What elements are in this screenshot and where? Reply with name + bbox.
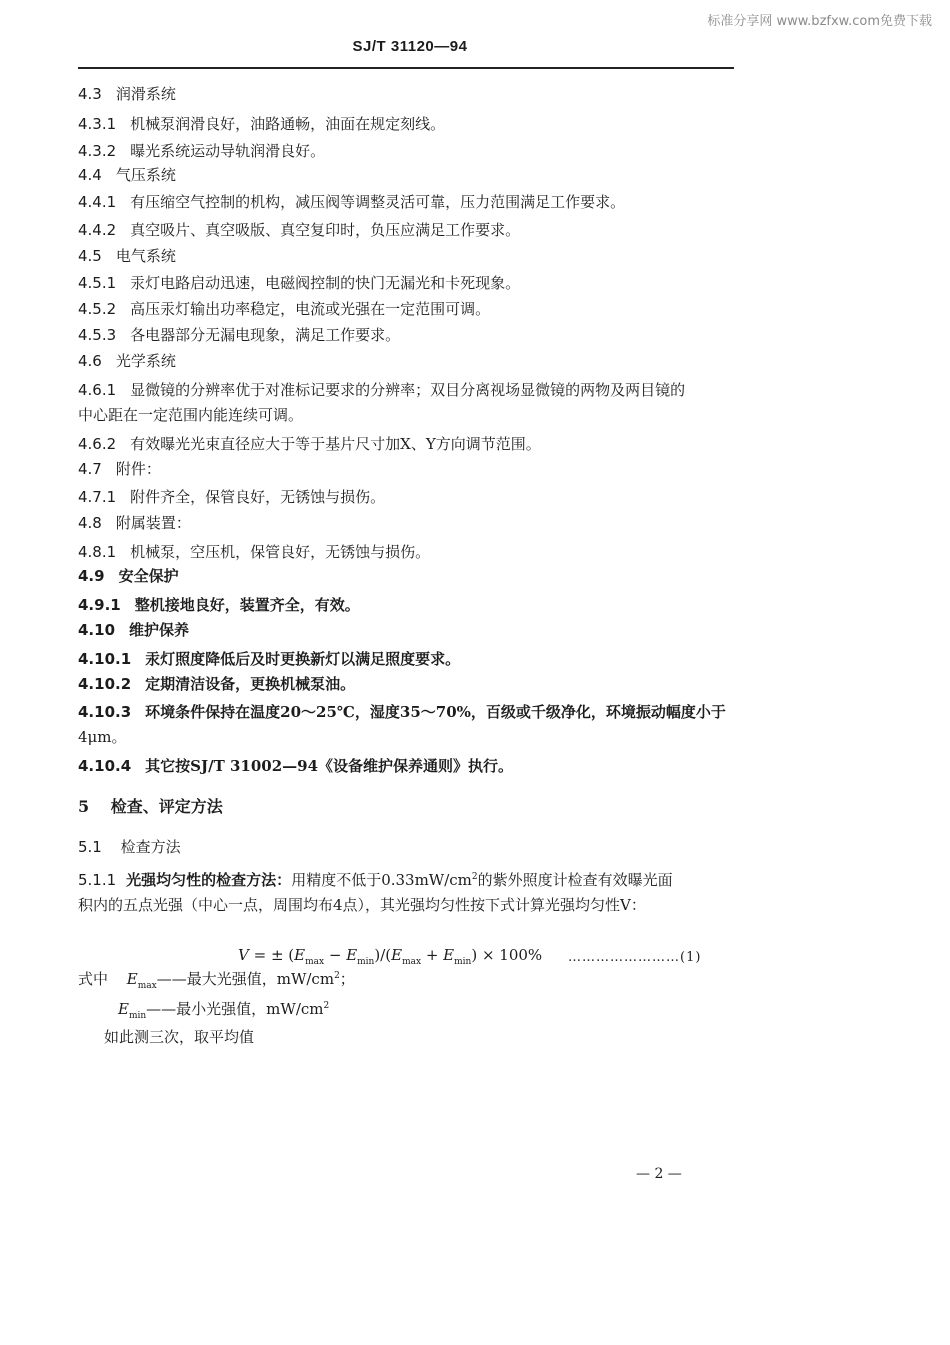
clause-number: 4.3 bbox=[78, 85, 102, 103]
repeat-note: 如此测三次，取平均值 bbox=[104, 1028, 255, 1046]
watermark: 标准分享网 www.bzfxw.com免费下载 bbox=[707, 14, 932, 29]
superscript: 2 bbox=[471, 872, 478, 882]
clause-text: 附件： bbox=[115, 460, 161, 478]
emax-definition: ——最大光强值，mW/cm bbox=[156, 970, 335, 988]
subsection-heading bbox=[78, 836, 181, 857]
clause-number: 4.8.1 bbox=[78, 543, 117, 561]
clause-number: 4.10.4 bbox=[78, 757, 132, 775]
section-heading bbox=[78, 794, 223, 817]
uniformity-formula: V = ± $(E_{max} - E_{min})/(E_{max} + E_{min}) \times 100\%$ bbox=[238, 946, 543, 967]
clause-line bbox=[78, 701, 726, 722]
clause-line bbox=[78, 298, 490, 319]
where-emin: $E_{min}——$最小光强值，$mW/cm^2$ bbox=[118, 1000, 330, 1021]
clause-text: 光学系统 bbox=[115, 352, 176, 370]
clause-line bbox=[78, 191, 625, 212]
section-title: 检查、评定方法 bbox=[110, 797, 223, 816]
clause-text: 其它按SJ/T 31002—94《设备维护保养通则》执行。 bbox=[145, 757, 514, 775]
clause-line bbox=[78, 755, 513, 776]
clause-text: 汞灯照度降低后及时更换新灯以满足照度要求。 bbox=[145, 650, 461, 668]
clause-line bbox=[78, 324, 400, 345]
clause-number: 4.5.3 bbox=[78, 326, 117, 344]
clause-number: 4.4.1 bbox=[78, 193, 117, 211]
clause-number: 4.6 bbox=[78, 352, 102, 370]
clause-text: 曝光系统运动导轨润滑良好。 bbox=[130, 142, 326, 160]
clause-number: 4.7 bbox=[78, 460, 102, 478]
clause-text: 各电器部分无漏电现象，满足工作要求。 bbox=[130, 326, 401, 344]
clause-text: 有压缩空气控制的机构，减压阀等调整灵活可靠，压力范围满足工作要求。 bbox=[130, 193, 626, 211]
clause-text: 汞灯电路启动迅速，电磁阀控制的快门无漏光和卡死现象。 bbox=[130, 274, 521, 292]
emin-definition: ——最小光强值，mW/cm bbox=[146, 1000, 324, 1018]
clause-text: 电气系统 bbox=[115, 247, 176, 265]
clause-text: 机械泵润滑良好，油路通畅，油面在规定刻线。 bbox=[130, 115, 446, 133]
clause-text: 真空吸片、真空吸版、真空复印时，负压应满足工作要求。 bbox=[130, 221, 521, 239]
clause-number: 4.10 bbox=[78, 621, 116, 639]
clause-number: 4.8 bbox=[78, 514, 102, 532]
clause-line bbox=[78, 113, 445, 134]
clause-number: 4.5 bbox=[78, 247, 102, 265]
clause-line bbox=[78, 458, 161, 479]
clause-number: 4.9 bbox=[78, 567, 105, 585]
clause-line bbox=[78, 512, 191, 533]
clause-line bbox=[78, 541, 430, 562]
clause-line bbox=[78, 673, 355, 694]
clause-text: 维护保养 bbox=[129, 621, 190, 639]
clause-number: 4.4 bbox=[78, 166, 102, 184]
clause-text-a: 用精度不低于0.33mW/cm bbox=[291, 871, 472, 889]
clause-number: 4.5.2 bbox=[78, 300, 117, 318]
clause-number: 4.10.2 bbox=[78, 675, 132, 693]
clause-line bbox=[78, 83, 176, 104]
clause-number: 5.1.1 bbox=[78, 871, 117, 889]
clause-text: 机械泵，空压机，保管良好，无锈蚀与损伤。 bbox=[130, 543, 431, 561]
clause-number: 4.3.1 bbox=[78, 115, 117, 133]
clause-5-1-1-line2: 积内的五点光强（中心一点，周围均布4点），其光强均匀性按下式计算光强均匀性V： bbox=[78, 896, 646, 914]
clause-number: 4.3.2 bbox=[78, 142, 117, 160]
clause-text: 高压汞灯输出功率稳定，电流或光强在一定范围可调。 bbox=[130, 300, 491, 318]
clause-text: 润滑系统 bbox=[115, 85, 176, 103]
equation-number: ……………………(1) bbox=[568, 950, 702, 965]
clause-line bbox=[78, 404, 303, 425]
clause-text: 4μm。 bbox=[78, 728, 127, 746]
clause-number: 4.10.1 bbox=[78, 650, 132, 668]
clause-5-1-1 bbox=[78, 869, 673, 890]
document-code: SJ/T 31120—94 bbox=[352, 38, 468, 55]
clause-line bbox=[78, 164, 176, 185]
clause-number: 4.6.2 bbox=[78, 435, 117, 453]
clause-line bbox=[78, 619, 189, 640]
clause-lead: 光强均匀性的检查方法： bbox=[126, 871, 292, 889]
clause-line bbox=[78, 245, 176, 266]
subsection-title: 检查方法 bbox=[120, 838, 181, 856]
clause-line bbox=[78, 565, 179, 586]
clause-number: 4.7.1 bbox=[78, 488, 117, 506]
clause-text: 中心距在一定范围内能连续可调。 bbox=[78, 406, 304, 424]
clause-line bbox=[78, 648, 460, 669]
clause-line bbox=[78, 379, 685, 400]
clause-line bbox=[78, 219, 520, 240]
section-number: 5 bbox=[78, 797, 90, 816]
clause-number: 4.4.2 bbox=[78, 221, 117, 239]
clause-number: 4.5.1 bbox=[78, 274, 117, 292]
clause-line bbox=[78, 594, 360, 615]
clause-line bbox=[78, 350, 176, 371]
clause-text: 附属装置： bbox=[115, 514, 191, 532]
clause-line bbox=[78, 272, 520, 293]
subsection-number: 5.1 bbox=[78, 838, 102, 856]
clause-number: 4.6.1 bbox=[78, 381, 117, 399]
clause-line bbox=[78, 433, 541, 454]
clause-text: 整机接地良好，装置齐全，有效。 bbox=[134, 596, 360, 614]
clause-line bbox=[78, 726, 127, 747]
clause-text: 安全保护 bbox=[118, 567, 179, 585]
clause-line bbox=[78, 140, 325, 161]
clause-number: 4.9.1 bbox=[78, 596, 121, 614]
clause-text: 定期清洁设备，更换机械泵油。 bbox=[145, 675, 356, 693]
clause-text: 附件齐全，保管良好，无锈蚀与损伤。 bbox=[130, 488, 386, 506]
where-emax: 式中 $E_{max}——$最大光强值，$mW/cm^2$； bbox=[78, 970, 355, 991]
page-number: — 2 — bbox=[636, 1166, 682, 1182]
clause-text: 有效曝光光束直径应大于等于基片尺寸加X、Y方向调节范围。 bbox=[130, 435, 541, 453]
header-rule bbox=[78, 67, 734, 69]
clause-line bbox=[78, 486, 385, 507]
where-label: 式中 bbox=[78, 970, 109, 988]
clause-text-b: 的紫外照度计检查有效曝光面 bbox=[477, 871, 673, 889]
clause-text: 环境条件保持在温度20～25℃，湿度35～70%，百级或千级净化，环境振动幅度小于 bbox=[145, 703, 726, 721]
clause-text: 显微镜的分辨率优于对准标记要求的分辨率；双目分离视场显微镜的两物及两目镜的 bbox=[130, 381, 686, 399]
clause-number: 4.10.3 bbox=[78, 703, 132, 721]
clause-text: 气压系统 bbox=[115, 166, 176, 184]
